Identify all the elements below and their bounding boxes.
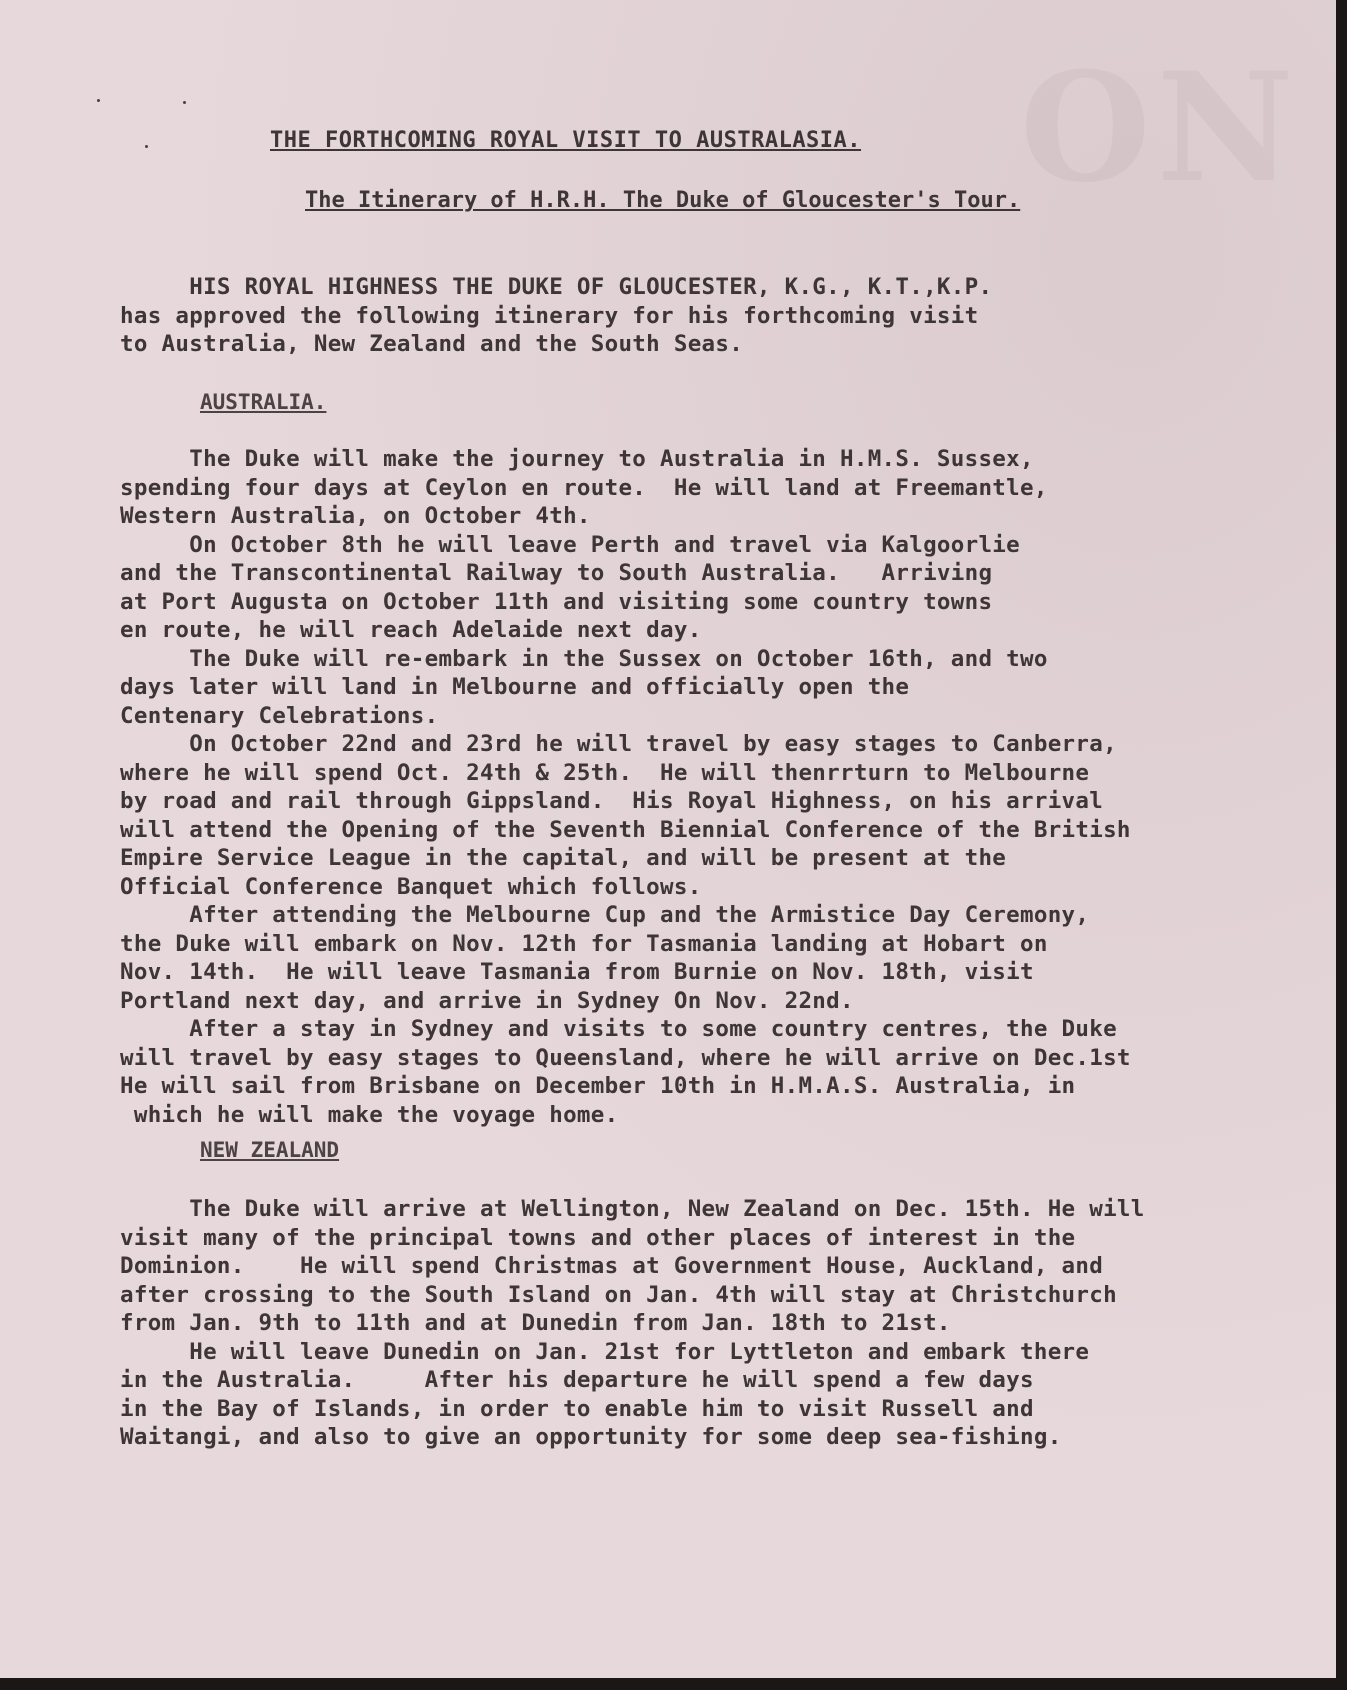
text-line: which he will make the voyage home. [120,1101,619,1128]
text-line: On October 8th he will leave Perth and travel via Kalgoorlie [120,531,1020,558]
text-line: will travel by easy stages to Queensland, where he will arrive on Dec.1st [120,1044,1131,1071]
text-line: the Duke will embark on Nov. 12th for Tasmania landing at Hobart on [120,930,1048,957]
text-line: Western Australia, on October 4th. [120,503,591,529]
new-zealand-section-text [120,1195,1330,1452]
document-subtitle: The Itinerary of H.R.H. The Duke of Gloucester's Tour. [305,188,1021,213]
text-line: in the Australia. After his departure he will spend a few days [120,1367,1034,1393]
text-line: HIS ROYAL HIGHNESS THE DUKE OF GLOUCESTER, K.G., K.T.,K.P. [120,274,993,300]
speck-mark [183,101,186,104]
text-line: spending four days at Ceylon en route. He will land at Freemantle, [120,474,1048,501]
bleed-through-ghost-text: ON [1020,40,1300,216]
text-line: at Port Augusta on October 11th and visiting some country towns [120,588,993,615]
text-line: by road and rail through Gippsland. His Royal Highness, on his arrival [120,788,1104,814]
text-line: in the Bay of Islands, in order to enable him to visit Russell and [120,1395,1034,1422]
text-line: He will leave Dunedin on Jan. 21st for Lyttleton and embark there [120,1338,1090,1365]
text-line: Waitangi, and also to give an opportunity for some deep sea-fishing. [120,1424,1062,1450]
text-line: Centenary Celebrations. [120,702,439,729]
text-line: He will sail from Brisbane on December 10th in H.M.A.S. Australia, in [120,1073,1076,1099]
section-heading-australia: AUSTRALIA. [200,390,327,414]
text-line: Nov. 14th. He will leave Tasmania from Burnie on Nov. 18th, visit [120,959,1034,985]
australia-section-text [120,445,1330,1129]
text-line: where he will spend Oct. 24th & 25th. He will thenrrturn to Melbourne [120,759,1090,786]
text-line: days later will land in Melbourne and officially open the [120,674,910,700]
text-line: from Jan. 9th to 11th and at Dunedin from Jan. 18th to 21st. [120,1310,951,1336]
speck-mark [145,145,148,148]
text-line: has approved the following itinerary for his forthcoming visit [120,302,979,329]
section-heading-new-zealand: NEW ZEALAND [200,1138,340,1162]
text-line: After attending the Melbourne Cup and the Armistice Day Ceremony, [120,902,1090,928]
speck-mark [97,99,100,102]
document-title: THE FORTHCOMING ROYAL VISIT TO AUSTRALASIA. [270,128,862,153]
text-line: Dominion. He will spend Christmas at Government House, Auckland, and [120,1253,1104,1279]
text-line: The Duke will re-embark in the Sussex on October 16th, and two [120,645,1048,672]
text-line: en route, he will reach Adelaide next day. [120,617,702,643]
text-line: After a stay in Sydney and visits to some country centres, the Duke [120,1016,1117,1042]
text-line: On October 22nd and 23rd he will travel by easy stages to Canberra, [120,731,1117,757]
text-line: will attend the Opening of the Seventh Biennial Conference of the British [120,816,1131,843]
text-line: The Duke will make the journey to Australia in H.M.S. Sussex, [120,446,1034,472]
text-line: and the Transcontinental Railway to South Australia. Arriving [120,560,993,586]
text-line: Official Conference Banquet which follows. [120,873,702,900]
text-line: Portland next day, and arrive in Sydney On Nov. 22nd. [120,987,854,1014]
text-line: Empire Service League in the capital, and will be present at the [120,845,1007,871]
intro-paragraph [120,273,1330,359]
text-line: after crossing to the South Island on Jan. 4th will stay at Christchurch [120,1281,1117,1308]
text-line: visit many of the principal towns and other places of interest in the [120,1224,1076,1251]
text-line: to Australia, New Zealand and the South Seas. [120,331,744,357]
text-line: The Duke will arrive at Wellington, New Zealand on Dec. 15th. He will [120,1196,1145,1222]
